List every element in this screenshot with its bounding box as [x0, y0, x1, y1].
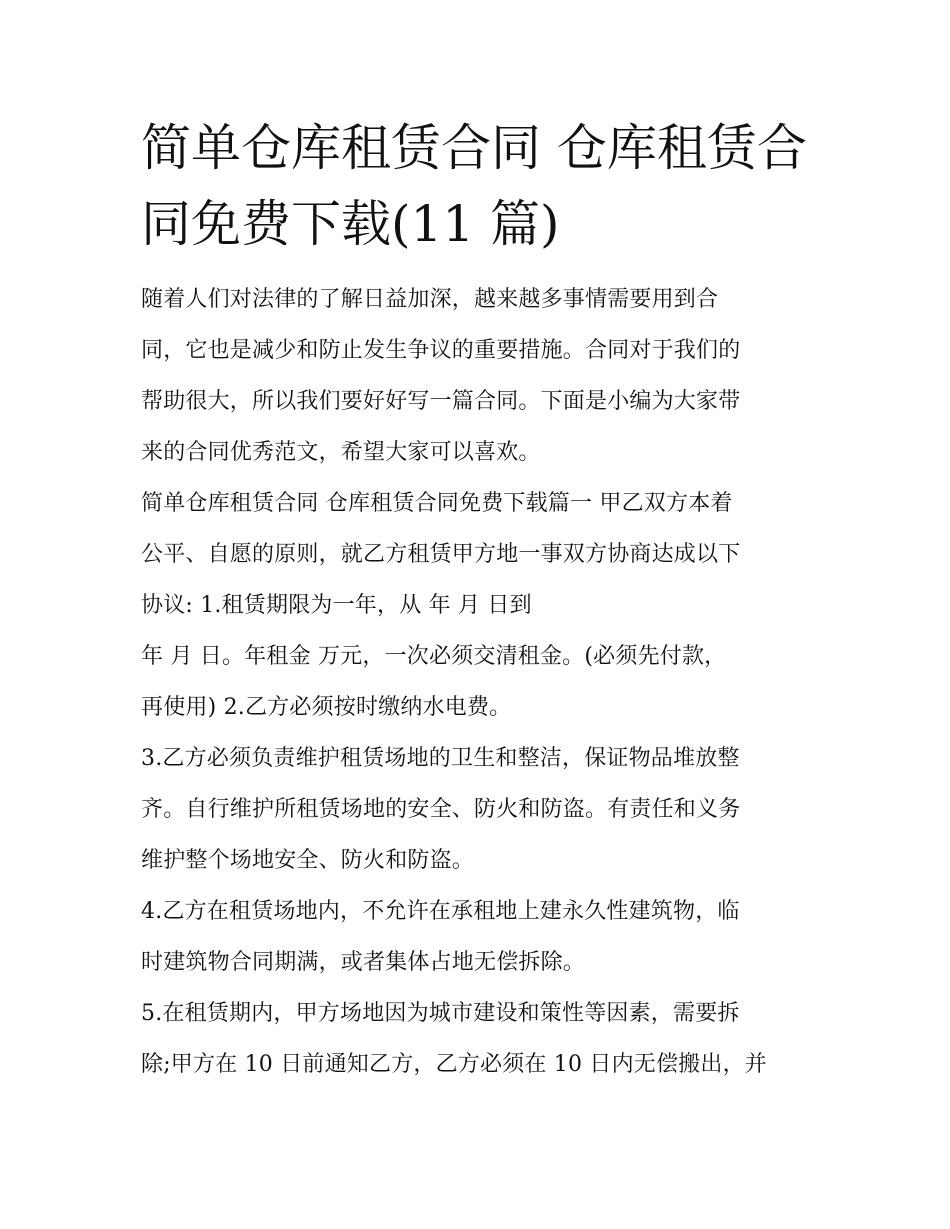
- clause-3-line-2: 齐。自行维护所租赁场地的安全、防火和防盗。有责任和义务: [141, 797, 741, 822]
- rent-line-2: 再使用) 2.乙方必须按时缴纳水电费。: [141, 695, 512, 720]
- document-body: [141, 110, 821, 1090]
- opening-line-2: 公平、自愿的原则，就乙方租赁甲方地一事双方协商达成以下: [141, 542, 741, 567]
- clause-3-paragraph: [141, 733, 821, 886]
- rent-line-1: 年 月 日。年租金 万元，一次必须交清租金。(必须先付款，: [141, 644, 727, 669]
- clause-5-line-1: 5.在租赁期内，甲方场地因为城市建设和策性等因素，需要拆: [141, 1001, 740, 1026]
- intro-line-4: 来的合同优秀范文，希望大家可以喜欢。: [141, 440, 541, 465]
- intro-line-1: 随着人们对法律的了解日益加深，越来越多事情需要用到合: [141, 287, 719, 312]
- opening-line-1: 简单仓库租赁合同 仓库租赁合同免费下载篇一 甲乙双方本着: [141, 491, 733, 516]
- clause-4-line-2: 时建筑物合同期满，或者集体占地无偿拆除。: [141, 950, 586, 975]
- title-line-1: 简单仓库租赁合同 仓库租赁合: [141, 119, 807, 177]
- intro-paragraph: [141, 274, 821, 478]
- clause-5-paragraph: [141, 988, 821, 1090]
- clause-3-line-3: 维护整个场地安全、防火和防盗。: [141, 848, 475, 873]
- intro-line-2: 同，它也是减少和防止发生争议的重要措施。合同对于我们的: [141, 338, 741, 363]
- clause-4-line-1: 4.乙方在租赁场地内，不允许在承租地上建永久性建筑物，临: [141, 899, 740, 924]
- clause-5-line-2: 除;甲方在 10 日前通知乙方，乙方必须在 10 日内无偿搬出，并: [141, 1052, 767, 1077]
- rent-terms-paragraph: [141, 631, 821, 733]
- intro-line-3: 帮助很大，所以我们要好好写一篇合同。下面是小编为大家带: [141, 389, 741, 414]
- opening-line-3: 协议: 1.租赁期限为一年，从 年 月 日到: [141, 593, 532, 618]
- clause-4-paragraph: [141, 886, 821, 988]
- document-title: [141, 110, 821, 262]
- contract-opening-paragraph: [141, 478, 821, 631]
- title-line-2: 同免费下载(11 篇): [141, 195, 560, 253]
- clause-3-line-1: 3.乙方必须负责维护租赁场地的卫生和整洁，保证物品堆放整: [141, 746, 740, 771]
